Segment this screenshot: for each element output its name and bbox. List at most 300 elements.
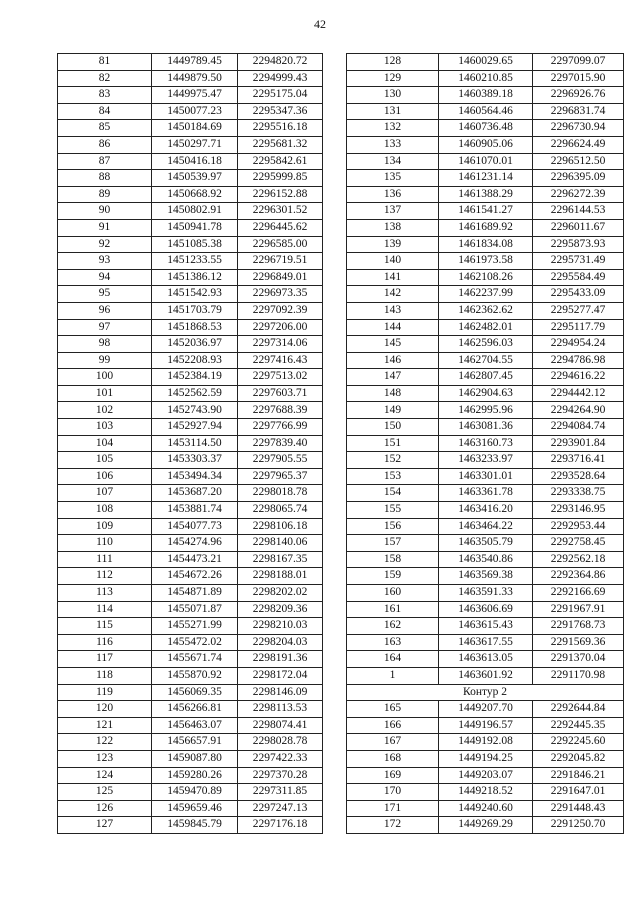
x-coordinate-cell: 1452927.94: [152, 419, 238, 436]
point-number-cell: 108: [58, 502, 152, 519]
x-coordinate-cell: 1456266.81: [152, 701, 238, 718]
table-row: [58, 585, 323, 602]
table-row: [347, 253, 624, 270]
point-number-cell: 118: [58, 667, 152, 684]
table-row: [347, 219, 624, 236]
table-row: [58, 601, 323, 618]
x-coordinate-cell: 1449240.60: [439, 800, 533, 817]
y-coordinate-cell: 2296272.39: [533, 186, 624, 203]
x-coordinate-cell: 1459087.80: [152, 750, 238, 767]
y-coordinate-cell: 2292953.44: [533, 518, 624, 535]
y-coordinate-cell: 2294786.98: [533, 352, 624, 369]
point-number-cell: 148: [347, 385, 439, 402]
table-row: [58, 618, 323, 635]
x-coordinate-cell: 1463615.43: [439, 618, 533, 635]
table-row: [58, 717, 323, 734]
point-number-cell: 156: [347, 518, 439, 535]
point-number-cell: 160: [347, 585, 439, 602]
y-coordinate-cell: 2296152.88: [238, 186, 323, 203]
point-number-cell: 124: [58, 767, 152, 784]
point-number-cell: 98: [58, 336, 152, 353]
point-number-cell: 85: [58, 120, 152, 137]
y-coordinate-cell: 2297416.43: [238, 352, 323, 369]
x-coordinate-cell: 1450539.97: [152, 170, 238, 187]
x-coordinate-cell: 1451868.53: [152, 319, 238, 336]
point-number-cell: 155: [347, 502, 439, 519]
y-coordinate-cell: 2297015.90: [533, 70, 624, 87]
table-row: [347, 336, 624, 353]
x-coordinate-cell: 1460029.65: [439, 54, 533, 71]
x-coordinate-cell: 1461231.14: [439, 170, 533, 187]
x-coordinate-cell: 1450184.69: [152, 120, 238, 137]
point-number-cell: 117: [58, 651, 152, 668]
x-coordinate-cell: 1455472.02: [152, 634, 238, 651]
y-coordinate-cell: 2298106.18: [238, 518, 323, 535]
x-coordinate-cell: 1463601.92: [439, 667, 533, 684]
table-row: [58, 551, 323, 568]
table-row: [347, 485, 624, 502]
point-number-cell: 168: [347, 750, 439, 767]
table-row: [347, 734, 624, 751]
y-coordinate-cell: 2295999.85: [238, 170, 323, 187]
table-row: [58, 750, 323, 767]
x-coordinate-cell: 1463617.55: [439, 634, 533, 651]
y-coordinate-cell: 2292166.69: [533, 585, 624, 602]
point-number-cell: 128: [347, 54, 439, 71]
x-coordinate-cell: 1455271.99: [152, 618, 238, 635]
point-number-cell: 92: [58, 236, 152, 253]
x-coordinate-cell: 1454871.89: [152, 585, 238, 602]
y-coordinate-cell: 2294999.43: [238, 70, 323, 87]
point-number-cell: 169: [347, 767, 439, 784]
y-coordinate-cell: 2298172.04: [238, 667, 323, 684]
y-coordinate-cell: 2294616.22: [533, 369, 624, 386]
point-number-cell: 83: [58, 87, 152, 104]
y-coordinate-cell: 2297965.37: [238, 468, 323, 485]
x-coordinate-cell: 1449218.52: [439, 784, 533, 801]
point-number-cell: 144: [347, 319, 439, 336]
y-coordinate-cell: 2297311.85: [238, 784, 323, 801]
table-row: [347, 767, 624, 784]
point-number-cell: 153: [347, 468, 439, 485]
point-number-cell: 104: [58, 435, 152, 452]
table-row: [347, 717, 624, 734]
y-coordinate-cell: 2296301.52: [238, 203, 323, 220]
point-number-cell: 96: [58, 302, 152, 319]
x-coordinate-cell: 1449879.50: [152, 70, 238, 87]
point-number-cell: 140: [347, 253, 439, 270]
table-row: [347, 186, 624, 203]
table-row: [347, 601, 624, 618]
table-row: [347, 568, 624, 585]
y-coordinate-cell: 2297206.00: [238, 319, 323, 336]
point-number-cell: 147: [347, 369, 439, 386]
table-row: [58, 784, 323, 801]
point-number-cell: 163: [347, 634, 439, 651]
contour-label: Контур 2: [347, 684, 624, 701]
x-coordinate-cell: 1463081.36: [439, 419, 533, 436]
table-row: [58, 684, 323, 701]
table-row: [58, 734, 323, 751]
point-number-cell: 87: [58, 153, 152, 170]
y-coordinate-cell: 2294954.24: [533, 336, 624, 353]
table-row: [347, 535, 624, 552]
x-coordinate-cell: 1453881.74: [152, 502, 238, 519]
y-coordinate-cell: 2295175.04: [238, 87, 323, 104]
x-coordinate-cell: 1462704.55: [439, 352, 533, 369]
point-number-cell: 141: [347, 269, 439, 286]
point-number-cell: 114: [58, 601, 152, 618]
x-coordinate-cell: 1450802.91: [152, 203, 238, 220]
point-number-cell: 127: [58, 817, 152, 834]
x-coordinate-cell: 1460389.18: [439, 87, 533, 104]
point-number-cell: 110: [58, 535, 152, 552]
table-row: [347, 319, 624, 336]
table-row: [58, 286, 323, 303]
y-coordinate-cell: 2296849.01: [238, 269, 323, 286]
y-coordinate-cell: 2292758.45: [533, 535, 624, 552]
point-number-cell: 136: [347, 186, 439, 203]
table-row: [58, 518, 323, 535]
x-coordinate-cell: 1461973.58: [439, 253, 533, 270]
table-row: [347, 651, 624, 668]
table-row: [347, 269, 624, 286]
point-number-cell: 150: [347, 419, 439, 436]
point-number-cell: 129: [347, 70, 439, 87]
x-coordinate-cell: 1451233.55: [152, 253, 238, 270]
y-coordinate-cell: 2291647.01: [533, 784, 624, 801]
point-number-cell: 133: [347, 136, 439, 153]
y-coordinate-cell: 2291768.73: [533, 618, 624, 635]
point-number-cell: 97: [58, 319, 152, 336]
x-coordinate-cell: 1456069.35: [152, 684, 238, 701]
y-coordinate-cell: 2298113.53: [238, 701, 323, 718]
point-number-cell: 91: [58, 219, 152, 236]
x-coordinate-cell: 1461541.27: [439, 203, 533, 220]
y-coordinate-cell: 2298188.01: [238, 568, 323, 585]
y-coordinate-cell: 2291370.04: [533, 651, 624, 668]
point-number-cell: 162: [347, 618, 439, 635]
x-coordinate-cell: 1463591.33: [439, 585, 533, 602]
y-coordinate-cell: 2292644.84: [533, 701, 624, 718]
table-row: [58, 203, 323, 220]
y-coordinate-cell: 2291170.98: [533, 667, 624, 684]
y-coordinate-cell: 2296512.50: [533, 153, 624, 170]
x-coordinate-cell: 1452384.19: [152, 369, 238, 386]
point-number-cell: 149: [347, 402, 439, 419]
y-coordinate-cell: 2291967.91: [533, 601, 624, 618]
point-number-cell: 152: [347, 452, 439, 469]
y-coordinate-cell: 2296719.51: [238, 253, 323, 270]
x-coordinate-cell: 1449789.45: [152, 54, 238, 71]
y-coordinate-cell: 2297314.06: [238, 336, 323, 353]
point-number-cell: 106: [58, 468, 152, 485]
x-coordinate-cell: 1454473.21: [152, 551, 238, 568]
table-row: [347, 800, 624, 817]
table-row: [58, 634, 323, 651]
point-number-cell: 125: [58, 784, 152, 801]
table-row: [58, 236, 323, 253]
table-row: [347, 502, 624, 519]
y-coordinate-cell: 2297513.02: [238, 369, 323, 386]
y-coordinate-cell: 2292562.18: [533, 551, 624, 568]
x-coordinate-cell: 1463233.97: [439, 452, 533, 469]
x-coordinate-cell: 1455870.92: [152, 667, 238, 684]
y-coordinate-cell: 2298202.02: [238, 585, 323, 602]
x-coordinate-cell: 1452743.90: [152, 402, 238, 419]
y-coordinate-cell: 2294084.74: [533, 419, 624, 436]
x-coordinate-cell: 1462108.26: [439, 269, 533, 286]
point-number-cell: 123: [58, 750, 152, 767]
y-coordinate-cell: 2297247.13: [238, 800, 323, 817]
x-coordinate-cell: 1453494.34: [152, 468, 238, 485]
point-number-cell: 89: [58, 186, 152, 203]
y-coordinate-cell: 2297099.07: [533, 54, 624, 71]
point-number-cell: 90: [58, 203, 152, 220]
x-coordinate-cell: 1462237.99: [439, 286, 533, 303]
y-coordinate-cell: 2298204.03: [238, 634, 323, 651]
table-row: [347, 701, 624, 718]
point-number-cell: 121: [58, 717, 152, 734]
y-coordinate-cell: 2294820.72: [238, 54, 323, 71]
table-row: [347, 518, 624, 535]
x-coordinate-cell: 1453303.37: [152, 452, 238, 469]
y-coordinate-cell: 2296011.67: [533, 219, 624, 236]
table-row: [347, 120, 624, 137]
x-coordinate-cell: 1463569.38: [439, 568, 533, 585]
point-number-cell: 115: [58, 618, 152, 635]
point-number-cell: 101: [58, 385, 152, 402]
table-row: [347, 551, 624, 568]
x-coordinate-cell: 1462807.45: [439, 369, 533, 386]
point-number-cell: 143: [347, 302, 439, 319]
table-row: [347, 634, 624, 651]
table-row: [347, 385, 624, 402]
point-number-cell: 132: [347, 120, 439, 137]
y-coordinate-cell: 2294264.90: [533, 402, 624, 419]
y-coordinate-cell: 2291846.21: [533, 767, 624, 784]
table-row: [58, 70, 323, 87]
point-number-cell: 139: [347, 236, 439, 253]
y-coordinate-cell: 2296926.76: [533, 87, 624, 104]
x-coordinate-cell: 1463464.22: [439, 518, 533, 535]
y-coordinate-cell: 2295347.36: [238, 103, 323, 120]
point-number-cell: 94: [58, 269, 152, 286]
y-coordinate-cell: 2295117.79: [533, 319, 624, 336]
point-number-cell: 172: [347, 817, 439, 834]
x-coordinate-cell: 1450077.23: [152, 103, 238, 120]
x-coordinate-cell: 1451085.38: [152, 236, 238, 253]
x-coordinate-cell: 1460210.85: [439, 70, 533, 87]
point-number-cell: 171: [347, 800, 439, 817]
point-number-cell: 159: [347, 568, 439, 585]
y-coordinate-cell: 2298167.35: [238, 551, 323, 568]
table-row: [347, 667, 624, 684]
x-coordinate-cell: 1462362.62: [439, 302, 533, 319]
y-coordinate-cell: 2295873.93: [533, 236, 624, 253]
point-number-cell: 103: [58, 419, 152, 436]
table-row: [347, 784, 624, 801]
table-row: [347, 419, 624, 436]
table-row: [347, 153, 624, 170]
point-number-cell: 164: [347, 651, 439, 668]
x-coordinate-cell: 1459659.46: [152, 800, 238, 817]
table-row: [58, 170, 323, 187]
x-coordinate-cell: 1453687.20: [152, 485, 238, 502]
x-coordinate-cell: 1460905.06: [439, 136, 533, 153]
table-row: [347, 170, 624, 187]
x-coordinate-cell: 1450297.71: [152, 136, 238, 153]
x-coordinate-cell: 1454274.96: [152, 535, 238, 552]
y-coordinate-cell: 2298018.78: [238, 485, 323, 502]
x-coordinate-cell: 1456463.07: [152, 717, 238, 734]
table-row: [58, 153, 323, 170]
point-number-cell: 112: [58, 568, 152, 585]
table-row: [58, 817, 323, 834]
point-number-cell: 130: [347, 87, 439, 104]
x-coordinate-cell: 1461070.01: [439, 153, 533, 170]
y-coordinate-cell: 2292364.86: [533, 568, 624, 585]
y-coordinate-cell: 2297092.39: [238, 302, 323, 319]
table-row: [58, 219, 323, 236]
x-coordinate-cell: 1449975.47: [152, 87, 238, 104]
point-number-cell: 88: [58, 170, 152, 187]
x-coordinate-cell: 1463613.05: [439, 651, 533, 668]
table-row: [347, 302, 624, 319]
table-row: [347, 369, 624, 386]
coordinates-table-left: [57, 53, 323, 834]
table-row: [347, 468, 624, 485]
table-row: [58, 535, 323, 552]
x-coordinate-cell: 1459845.79: [152, 817, 238, 834]
table-row: [347, 103, 624, 120]
y-coordinate-cell: 2297422.33: [238, 750, 323, 767]
y-coordinate-cell: 2295842.61: [238, 153, 323, 170]
coordinates-table-right: [346, 53, 624, 834]
table-row: [347, 435, 624, 452]
point-number-cell: 166: [347, 717, 439, 734]
table-row: [347, 236, 624, 253]
y-coordinate-cell: 2293716.41: [533, 452, 624, 469]
point-number-cell: 135: [347, 170, 439, 187]
y-coordinate-cell: 2295731.49: [533, 253, 624, 270]
x-coordinate-cell: 1449196.57: [439, 717, 533, 734]
y-coordinate-cell: 2298210.03: [238, 618, 323, 635]
point-number-cell: 109: [58, 518, 152, 535]
x-coordinate-cell: 1451386.12: [152, 269, 238, 286]
table-row: [58, 452, 323, 469]
point-number-cell: 100: [58, 369, 152, 386]
page-number: 42: [314, 17, 326, 31]
x-coordinate-cell: 1459470.89: [152, 784, 238, 801]
y-coordinate-cell: 2297839.40: [238, 435, 323, 452]
point-number-cell: 119: [58, 684, 152, 701]
x-coordinate-cell: 1463301.01: [439, 468, 533, 485]
point-number-cell: 82: [58, 70, 152, 87]
y-coordinate-cell: 2293338.75: [533, 485, 624, 502]
x-coordinate-cell: 1454672.26: [152, 568, 238, 585]
y-coordinate-cell: 2298028.78: [238, 734, 323, 751]
table-row: [58, 269, 323, 286]
table-row: [58, 103, 323, 120]
table-row: [347, 136, 624, 153]
y-coordinate-cell: 2297176.18: [238, 817, 323, 834]
x-coordinate-cell: 1461834.08: [439, 236, 533, 253]
x-coordinate-cell: 1462482.01: [439, 319, 533, 336]
table-row: [58, 485, 323, 502]
x-coordinate-cell: 1450668.92: [152, 186, 238, 203]
y-coordinate-cell: 2297905.55: [238, 452, 323, 469]
table-row: [347, 286, 624, 303]
table-row: [347, 203, 624, 220]
y-coordinate-cell: 2296973.35: [238, 286, 323, 303]
y-coordinate-cell: 2297603.71: [238, 385, 323, 402]
y-coordinate-cell: 2297370.28: [238, 767, 323, 784]
y-coordinate-cell: 2291448.43: [533, 800, 624, 817]
section-header-row: [347, 684, 624, 701]
point-number-cell: 107: [58, 485, 152, 502]
x-coordinate-cell: 1461689.92: [439, 219, 533, 236]
x-coordinate-cell: 1461388.29: [439, 186, 533, 203]
y-coordinate-cell: 2298140.06: [238, 535, 323, 552]
table-row: [58, 253, 323, 270]
table-row: [347, 817, 624, 834]
point-number-cell: 86: [58, 136, 152, 153]
table-row: [58, 120, 323, 137]
table-row: [347, 618, 624, 635]
point-number-cell: 145: [347, 336, 439, 353]
point-number-cell: 122: [58, 734, 152, 751]
point-number-cell: 126: [58, 800, 152, 817]
x-coordinate-cell: 1450941.78: [152, 219, 238, 236]
table-row: [58, 87, 323, 104]
x-coordinate-cell: 1450416.18: [152, 153, 238, 170]
x-coordinate-cell: 1451542.93: [152, 286, 238, 303]
table-row: [347, 54, 624, 71]
y-coordinate-cell: 2296144.53: [533, 203, 624, 220]
point-number-cell: 113: [58, 585, 152, 602]
point-number-cell: 142: [347, 286, 439, 303]
x-coordinate-cell: 1454077.73: [152, 518, 238, 535]
y-coordinate-cell: 2291569.36: [533, 634, 624, 651]
table-row: [58, 54, 323, 71]
x-coordinate-cell: 1463361.78: [439, 485, 533, 502]
point-number-cell: 154: [347, 485, 439, 502]
point-number-cell: 95: [58, 286, 152, 303]
point-number-cell: 146: [347, 352, 439, 369]
table-row: [58, 767, 323, 784]
x-coordinate-cell: 1460564.46: [439, 103, 533, 120]
x-coordinate-cell: 1462904.63: [439, 385, 533, 402]
table-row: [347, 750, 624, 767]
y-coordinate-cell: 2298209.36: [238, 601, 323, 618]
y-coordinate-cell: 2292245.60: [533, 734, 624, 751]
point-number-cell: 84: [58, 103, 152, 120]
x-coordinate-cell: 1452208.93: [152, 352, 238, 369]
table-row: [347, 87, 624, 104]
point-number-cell: 151: [347, 435, 439, 452]
y-coordinate-cell: 2296395.09: [533, 170, 624, 187]
table-row: [58, 385, 323, 402]
y-coordinate-cell: 2295516.18: [238, 120, 323, 137]
y-coordinate-cell: 2293146.95: [533, 502, 624, 519]
table-row: [58, 402, 323, 419]
point-number-cell: 105: [58, 452, 152, 469]
table-row: [347, 402, 624, 419]
y-coordinate-cell: 2296730.94: [533, 120, 624, 137]
point-number-cell: 158: [347, 551, 439, 568]
y-coordinate-cell: 2296585.00: [238, 236, 323, 253]
